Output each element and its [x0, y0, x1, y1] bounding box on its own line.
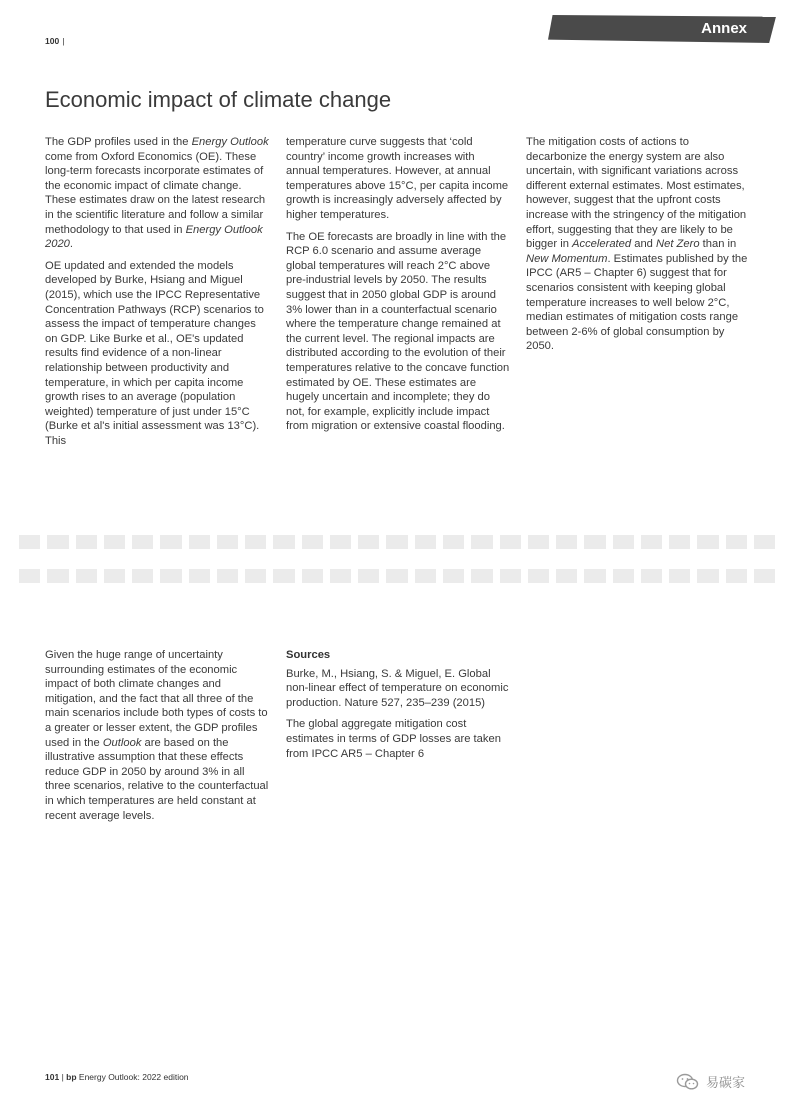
bp-brand: bp [66, 1072, 77, 1082]
sources-heading: Sources [286, 649, 331, 661]
top-page-number-value: 100 [45, 36, 60, 46]
source-reference: Burke, M., Hsiang, S. & Miguel, E. Global non-linear effect of temperature on economic production. Nature 527, 235–239 (2015) [286, 667, 509, 709]
footer-page-number: 101 [45, 1072, 60, 1082]
text-column-2 [286, 135, 510, 441]
paragraph: The mitigation costs of actions to decarbonize the energy system are also uncertain, with significant variations across different external estimates. Most estimates, however, suggest that the upfront costs increase with the stringency of the mitigation effort, suggesting that they are likely to be bigger in Accelerated and Net Zero than in New Momentum. Estimates published by the IPCC (AR5 – Chapter 6) suggest that for scenarios consistent with keeping global temperature increases to well below 2°C, median estimates of mitigation costs range between 2-6% of global consumption by 2050. [526, 136, 748, 353]
source-note: The global aggregate mitigation cost estimates in terms of GDP losses are taken from IPCC AR5 – Chapter 6 [286, 718, 501, 760]
paragraph: The GDP profiles used in the Energy Outlook come from Oxford Economics (OE). These long-term forecasts incorporate estimates of the economic impact of climate change. These estimates draw on the latest research in the scientific literature and follow a similar methodology to that used in Energy Outlook 2020. [45, 136, 269, 251]
watermark [676, 1072, 745, 1091]
sources-section [286, 648, 510, 768]
text-column-1 [45, 135, 269, 455]
paragraph: temperature curve suggests that ‘cold country’ income growth increases with annual temperatures. However, at annual temperatures above 15°C, per capita income growth is increasingly adversely affected by higher temperatures. [286, 136, 509, 221]
watermark-text: 易碳家 [706, 1075, 746, 1090]
paragraph: OE updated and extended the models developed by Burke, Hsiang and Miguel (2015), which use the IPCC Representative Concentration Pathways (RCP) scenarios to assess the impact of temperature changes on GDP. Like Burke et al., OE's updated results find evidence of a non-linear relationship between productivity and temperature, in which per capita income growth rises to an average (population weighted) temperature of just under 15°C (Burke et al's initial assessment was 13°C). This [45, 259, 264, 447]
text-column-4 [45, 648, 269, 830]
section-tab-label: Annex [701, 20, 747, 37]
decorative-divider [19, 535, 775, 549]
footer-publication: Energy Outlook: 2022 edition [78, 1072, 189, 1082]
top-page-number: 100 | [45, 36, 65, 46]
text-column-3 [526, 135, 750, 361]
paragraph: The OE forecasts are broadly in line with the RCP 6.0 scenario and assume average global temperatures will reach 2°C above pre-industrial levels by 2050. The results suggest that in 2050 global GDP is around 3% lower than in a counterfactual scenario where the temperature change remained at the current level. The regional impacts are distributed according to the evolution of their temperatures relative to the concave function estimated by OE. These estimates are hugely uncertain and incomplete; they do not, for example, explicitly include impact from migration or extensive coastal flooding. [286, 230, 510, 433]
page-title: Economic impact of climate change [45, 87, 392, 112]
wechat-icon [676, 1073, 700, 1091]
footer: 101 | bp Energy Outlook: 2022 edition [45, 1072, 189, 1082]
paragraph: Given the huge range of uncertainty surrounding estimates of the economic impact of both climate changes and mitigation, and the fact that all three of the main scenarios include both types of costs to a greater or lesser extent, the GDP profiles used in the Outlook are based on the illustrative assumption that these effects reduce GDP in 2050 by around 3% in all three scenarios, relative to the counterfactual in which temperatures are held constant at recent average levels. [45, 649, 269, 822]
decorative-divider [19, 569, 775, 583]
